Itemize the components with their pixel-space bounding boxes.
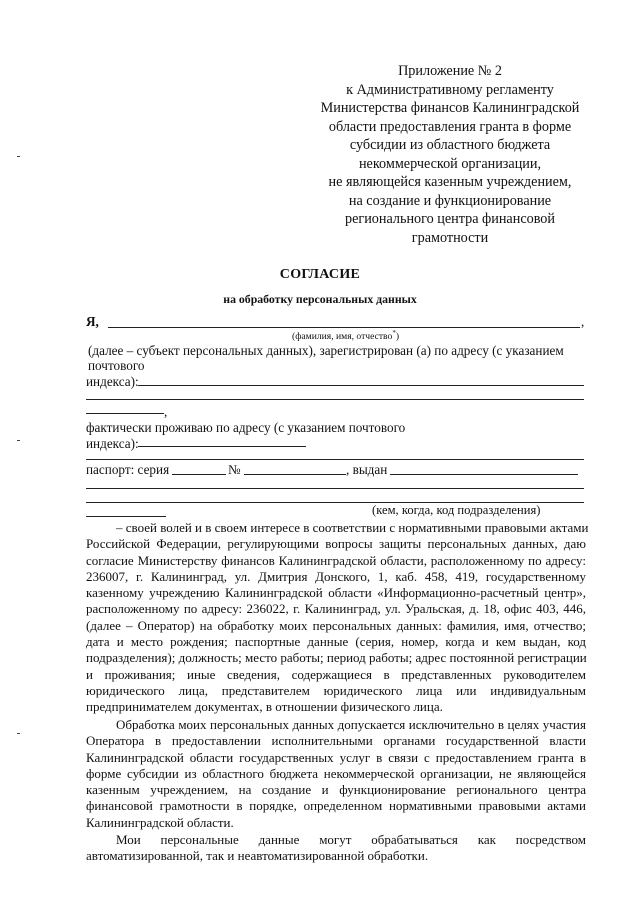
paragraph-line: согласие Министерству финансов Калининградской области, расположенному по адресу: xyxy=(86,552,586,568)
consent-paragraph-3 xyxy=(86,832,586,865)
passport-issued-field-1[interactable] xyxy=(390,474,578,475)
document-subtitle: на обработку персональных данных xyxy=(223,292,417,306)
paragraph-line: и проживания; иные сведения, содержащиеся в представленных руководителем xyxy=(86,666,586,682)
paragraph-line: казенным учреждением, на создание и функционирование регионального центра xyxy=(86,782,586,798)
registration-address-field-1[interactable] xyxy=(138,385,584,386)
appendix-line: некоммерческой организации, xyxy=(358,155,542,172)
fio-comma: , xyxy=(581,314,585,329)
appendix-line: Министерства финансов Калининградской xyxy=(320,100,580,116)
paragraph-line: 236007, г. Калининград, ул. Дмитрия Донского, 1, каб. 458, 419, государственному xyxy=(86,568,586,584)
passport-issued-hint: (кем, когда, код подразделения) xyxy=(372,503,541,517)
appendix-line: субсидии из областного бюджета xyxy=(349,137,551,153)
paragraph-line: дата и место рождения; паспортные данные (серия, номер, когда и кем выдан, код xyxy=(86,634,586,650)
paragraph-line: Обработка моих персональных данных допускается исключительно в целях участия xyxy=(116,717,586,732)
passport-series-field[interactable] xyxy=(172,474,226,475)
passport-issued-field-2[interactable] xyxy=(86,488,584,489)
fio-hint: (фамилия, имя, отчество*) xyxy=(292,329,400,343)
passport-issued-label: , выдан xyxy=(346,462,388,477)
paragraph-line: расположенному по адресу: 236022, г. Калининград, ул. Уральская, д. 18, офис 403, 446, xyxy=(86,601,586,617)
registration-address-field-3[interactable] xyxy=(86,413,164,414)
subject-line-2: почтового xyxy=(88,358,145,373)
paragraph-line: форме субсидии из областного бюджета некоммерческой организации, не являющейся xyxy=(86,765,586,781)
document-title: СОГЛАСИЕ xyxy=(279,267,361,282)
paragraph-line: автоматизированной, так и неавтоматизированной обработки. xyxy=(86,848,429,864)
paragraph-line: предпринимателем документах, в отношении физического лица. xyxy=(86,699,443,715)
registration-address-field-2[interactable] xyxy=(86,399,584,400)
appendix-line: не являющейся казенным учреждением, xyxy=(328,174,572,190)
actual-index-label: индекса): xyxy=(86,436,139,451)
paragraph-line: финансовой грамотности в порядке, определенном нормативными правовыми актами xyxy=(86,798,586,814)
appendix-line: области предоставления гранта в форме xyxy=(328,118,572,135)
scan-mark xyxy=(17,733,20,734)
paragraph-line: Калининградской области государственных услуг в связи с предоставлением гранта в xyxy=(86,749,586,765)
passport-label: паспорт: серия xyxy=(86,462,170,477)
actual-address-field-2[interactable] xyxy=(86,459,584,460)
appendix-header xyxy=(300,62,600,247)
appendix-line: к Административному регламенту xyxy=(346,81,554,98)
paragraph-line: казенному учреждению Калининградской области «Информационно-расчетный центр», xyxy=(86,585,586,601)
subject-line-1: (далее – субъект персональных данных), зарегистрирован (а) по адресу (с указанием xyxy=(88,343,564,358)
appendix-line: регионального центра финансовой xyxy=(345,211,555,227)
registration-comma: , xyxy=(164,404,168,419)
ya-label: Я, xyxy=(86,314,99,329)
passport-issued-field-4[interactable] xyxy=(86,516,166,517)
fio-field[interactable] xyxy=(108,327,580,328)
actual-address-field-1[interactable] xyxy=(138,446,306,447)
paragraph-line: Мои персональные данные могут обрабатываться как посредством xyxy=(116,832,586,847)
index-label: индекса): xyxy=(86,374,139,389)
appendix-line: Приложение № 2 xyxy=(398,63,502,79)
consent-paragraph-1 xyxy=(86,520,589,716)
paragraph-line: подразделения); должность; место работы; период работы; адрес постоянной регистрации xyxy=(86,650,587,666)
paragraph-line: Оператора в предоставлении исполнительными органами государственной власти xyxy=(86,733,586,749)
passport-number-field[interactable] xyxy=(244,474,346,475)
scan-mark xyxy=(17,156,20,157)
appendix-line: на создание и функционирование xyxy=(348,192,552,209)
paragraph-line: юридического лица, представителем юридического лица или индивидуальным xyxy=(86,682,586,698)
scan-mark xyxy=(17,440,20,441)
paragraph-line: (далее – Оператор) на обработку моих персональных данных: фамилия, имя, отчество; xyxy=(86,617,586,633)
actual-address-label: фактически проживаю по адресу (с указанием почтового xyxy=(86,420,406,435)
paragraph-line: Российской Федерации, регулирующими вопросы защиты персональных данных, даю xyxy=(86,536,586,552)
appendix-line: грамотности xyxy=(411,229,489,246)
consent-paragraph-2 xyxy=(86,717,586,831)
paragraph-line: – своей волей и в своем интересе в соответствии с нормативными правовыми актами xyxy=(116,520,589,535)
passport-number-label: № xyxy=(228,462,241,477)
paragraph-line: Калининградской области. xyxy=(86,814,234,830)
